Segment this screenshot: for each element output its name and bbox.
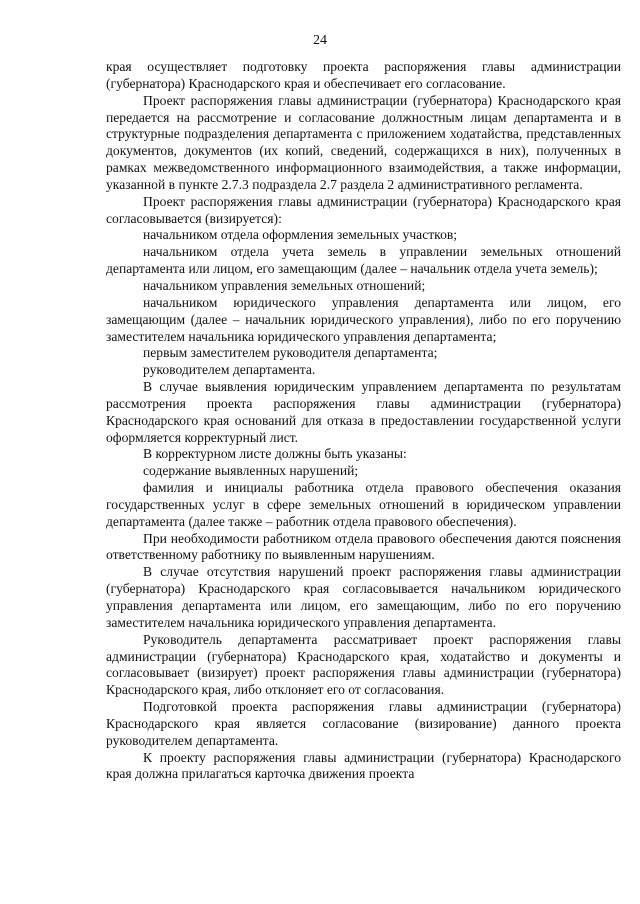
paragraph: начальником отдела учета земель в управлении земельных отношений департамента или лицом, его замещающим (далее – начальник отдела учета земель);	[106, 244, 621, 277]
paragraph: руководителем департамента.	[143, 362, 316, 378]
paragraph: содержание выявленных нарушений;	[143, 463, 359, 479]
paragraph: начальником отдела оформления земельных участков;	[143, 227, 458, 243]
document-body	[106, 59, 621, 783]
paragraph: края осуществляет подготовку проекта распоряжения главы администрации (губернатора) Краснодарского края и обеспечивает его согласование.	[106, 59, 621, 91]
page-number: 24	[313, 33, 327, 48]
paragraph: начальником юридического управления департамента или лицом, его замещающим (далее – начальник юридического управления), либо по его поручению заместителем начальника юридического управления департамента;	[106, 294, 621, 344]
paragraph: Руководитель департамента рассматривает проект распоряжения главы администрации (губернатора) Краснодарского края, ходатайство и документы и согласовывает (визирует) проект распоряжения главы администрации (губернатора) Краснодарского края, либо отклоняет его от согласования.	[106, 631, 621, 698]
paragraph: первым заместителем руководителя департамента;	[143, 345, 438, 361]
paragraph: начальником управления земельных отношений;	[143, 277, 426, 293]
paragraph: В корректурном листе должны быть указаны:	[143, 446, 407, 462]
paragraph: К проекту распоряжения главы администрации (губернатора) Краснодарского края должна прилагаться карточка движения проекта	[106, 749, 621, 782]
paragraph: При необходимости работником отдела правового обеспечения даются пояснения ответственному работнику по выявленным нарушениям.	[106, 530, 621, 563]
paragraph: В случае выявления юридическим управлением департамента по результатам рассмотрения проекта распоряжения главы администрации (губернатора) Краснодарского края оснований для отказа в предоставлении государственной услуги оформляется корректурный лист.	[106, 379, 621, 445]
paragraph: В случае отсутствия нарушений проект распоряжения главы администрации (губернатора) Краснодарского края согласовывается начальником юридического управления департамента или лицом, его замещающим, либо по его поручению заместителем начальника юридического управления департамента.	[106, 564, 621, 630]
paragraph: Проект распоряжения главы администрации (губернатора) Краснодарского края согласовывается (визируется):	[106, 193, 621, 226]
paragraph: фамилия и инициалы работника отдела правового обеспечения оказания государственных услуг в сфере земельных отношений в юридическом управлении департамента (далее также – работник отдела правового обеспечения).	[106, 480, 621, 529]
paragraph: Подготовкой проекта распоряжения главы администрации (губернатора) Краснодарского края является согласование (визирование) данного проекта руководителем департамента.	[106, 699, 621, 748]
paragraph: Проект распоряжения главы администрации (губернатора) Краснодарского края передается на рассмотрение и согласование должностным лицам департамента и в структурные подразделения департамента с приложением ходатайства, представленных документов, документов (их копий, сведений, содержащихся в них), полученных в рамках межведомственного информационного взаимодействия, а также информации, указанной в пункте 2.7.3 подраздела 2.7 раздела 2 административного регламента.	[106, 92, 621, 192]
